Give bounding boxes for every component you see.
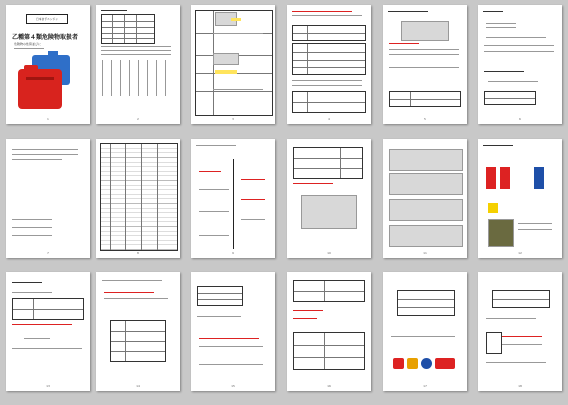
page-number: 6	[519, 117, 521, 121]
cover-subtitle: 危険物の性質並びに	[14, 42, 42, 46]
page-thumbnail-2[interactable]	[96, 5, 180, 124]
page-number: 17	[423, 384, 427, 388]
page-thumbnail-12[interactable]	[478, 139, 562, 258]
page-number: 16	[327, 384, 331, 388]
page-number: 11	[423, 251, 427, 255]
page-number: 8	[137, 251, 139, 255]
page-number: 14	[136, 384, 140, 388]
page-number: 5	[424, 117, 426, 121]
page-thumbnail-10[interactable]	[287, 139, 371, 258]
page-thumbnail-11[interactable]	[383, 139, 467, 258]
page-number: 15	[231, 384, 235, 388]
cover-stamp: 日本まずエンジン	[26, 14, 68, 24]
page-thumbnail-14[interactable]	[96, 272, 180, 391]
cover-title: 乙種第４類危険物取扱者	[12, 34, 79, 41]
red-fuel-can-image	[18, 55, 78, 110]
page-number: 12	[518, 251, 522, 255]
page-number: 4	[328, 117, 330, 121]
page-thumbnail-1[interactable]	[6, 5, 90, 124]
page-number: 2	[137, 117, 139, 121]
page-thumbnail-7[interactable]	[6, 139, 90, 258]
page-number: 7	[47, 251, 49, 255]
page-thumbnail-4[interactable]	[287, 5, 371, 124]
page-number: 1	[47, 117, 49, 121]
page-number: 10	[327, 251, 331, 255]
page-thumbnail-13[interactable]	[6, 272, 90, 391]
page-thumbnail-3[interactable]	[191, 5, 275, 124]
page-thumbnail-17[interactable]	[383, 272, 467, 391]
page-thumbnail-9[interactable]	[191, 139, 275, 258]
page-number: 18	[518, 384, 522, 388]
page-thumbnail-5[interactable]	[383, 5, 467, 124]
page-thumbnail-6[interactable]	[478, 5, 562, 124]
page-number: 3	[232, 117, 234, 121]
page-number: 13	[46, 384, 50, 388]
page-thumbnail-16[interactable]	[287, 272, 371, 391]
page-thumbnail-15[interactable]	[191, 272, 275, 391]
page-thumbnail-18[interactable]	[478, 272, 562, 391]
page-number: 9	[232, 251, 234, 255]
page-thumbnail-8[interactable]	[96, 139, 180, 258]
